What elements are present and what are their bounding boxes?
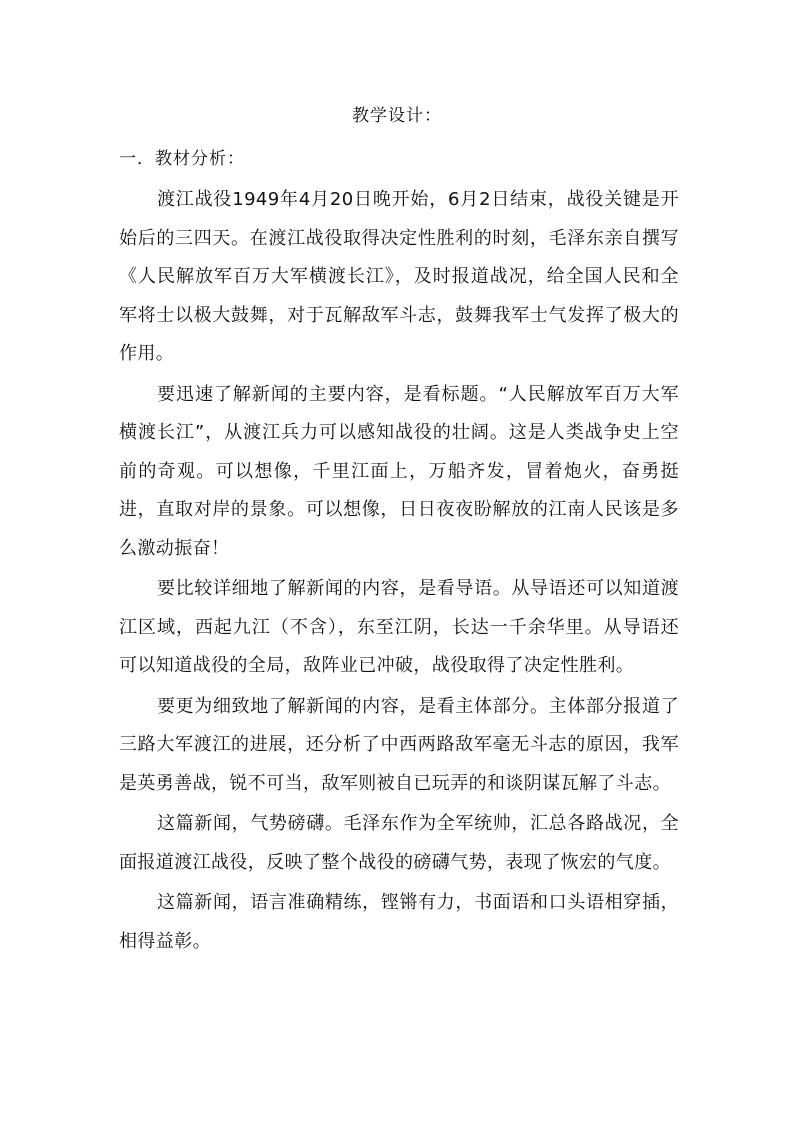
document-title: 教学设计：	[352, 106, 442, 126]
paragraph: 这篇新闻，语言准确精练，铿锵有力，书面语和口头语相穿插，相得益彰。	[119, 892, 679, 952]
paragraph: 要比较详细地了解新闻的内容，是看导语。从导语还可以知道渡江区域，西起九江（不含），东至江阴，长达一千余华里。从导语还可以知道战役的全局，敌阵业已冲破，战役取得了决定性胜利。	[119, 578, 679, 676]
section-heading: 一．教材分析：	[119, 149, 245, 169]
paragraph: 这篇新闻，气势磅礴。毛泽东作为全军统帅，汇总各路战况，全面报道渡江战役，反映了整个战役的磅礴气势，表现了恢宏的气度。	[119, 813, 679, 873]
paragraph: 渡江战役1949年4月20日晚开始，6月2日结束，战役关键是开始后的三四天。在渡江战役取得决定性胜利的时刻，毛泽东亲自撰写《人民解放军百万大军横渡长江》，及时报道战况，给全国人民和全军将士以极大鼓舞，对于瓦解敌军斗志，鼓舞我军士气发挥了极大的作用。	[119, 189, 679, 364]
document-body	[119, 181, 679, 963]
paragraph: 要更为细致地了解新闻的内容，是看主体部分。主体部分报道了三路大军渡江的进展，还分析了中西两路敌军毫无斗志的原因，我军是英勇善战，锐不可当，敌军则被自已玩弄的和谈阴谋瓦解了斗志。	[119, 695, 679, 794]
paragraph: 要迅速了解新闻的主要内容，是看标题。“人民解放军百万大军横渡长江”，从渡江兵力可以感知战役的壮阔。这是人类战争史上空前的奇观。可以想像，千里江面上，万船齐发，冒着炮火，奋勇挺进，直取对岸的景象。可以想像，日日夜夜盼解放的江南人民该是多么激动振奋！	[119, 383, 679, 559]
